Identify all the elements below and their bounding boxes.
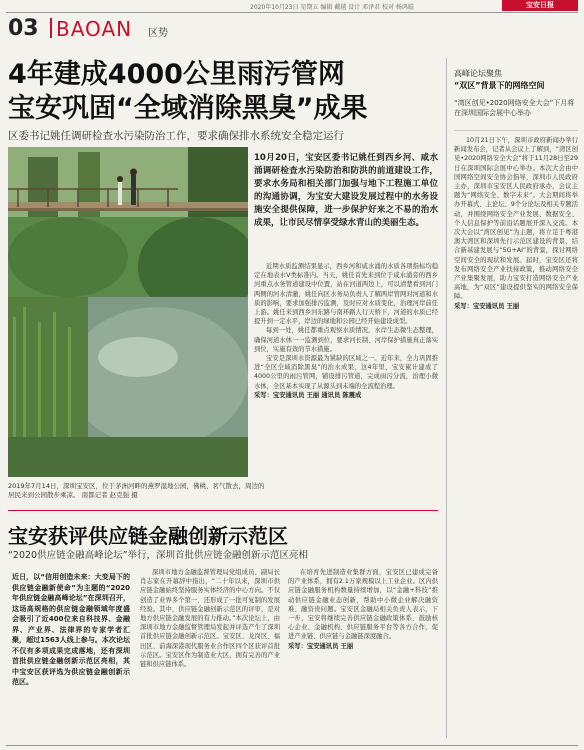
wetland-park-illustration — [8, 147, 248, 477]
story1-photo — [8, 147, 248, 477]
top-divider — [6, 12, 578, 13]
story1-body — [254, 262, 438, 400]
story1-subhead: 区委书记姚任调研检查水污染防治工作，要求确保排水系统安全稳定运行 — [8, 130, 344, 142]
story2-byline: 采写：宝安通讯员 王丽 — [288, 642, 354, 650]
story1-paragraph: 每到一处，姚任都重点观察水质情况，水岸生态微生态整理，确保河道水体一一监测到位，要求河长制、河岸保护措施真正落实到位，实施有效的节水措施。 — [254, 327, 438, 353]
column-divider — [446, 58, 447, 738]
section-subtitle: 区势 — [148, 28, 168, 39]
right-column-byline: 采写：宝安通讯员 王丽 — [454, 302, 520, 310]
story1-byline: 采写：宝安通讯员 王丽 通讯员 陈震成 — [254, 391, 362, 399]
story2-body-col-a — [140, 568, 280, 669]
story2-paragraph: 在培育先进制造业集群方面，宝安区已建成完备的产业体系，拥有2.1万家规模以上工业企业。区内供应链金融服务机构数量持续增加，以“金融+科技”推动供应链金融业态创新，帮助中小微企业解决融资难、融资贵问题。宝安区金融局相关负责人表示，下一步，宝安将继续完善供应链金融政策体系，鼓励核心企业、金融机构、供应链服务平台等各方合作，促进产业链、供应链与金融链深度融合。 — [288, 569, 438, 641]
story2-lead-box: 近日，以“信用创造未来：大变局下的供应链金融新使命”为主题的“2020年供应链金融高峰论坛”在深圳召开，这场高规格的供应链金融领域年度盛会吸引了近400位来自科技界、金融界、产业界、法律界的专家学者汇聚，超过1563人线上参与。本次论坛不仅有多项成果完成落地，还有深圳首批供应链金融创新示范区亮相，其中宝安区获评选为供应链金融创新示范区。 — [12, 573, 130, 686]
section-name: BAOAN — [56, 17, 133, 41]
story1-lead: 10月20日，宝安区委书记姚任到西乡河、咸水涌调研检查水污染防治和防洪的前道建设工作，要求水务局和相关部门加强与地下工程施工单位的沟通协调，为宝安大建设发展过程中的水务设施安全提供保障，进一步保护好来之不易的治水成果，让市民尽情享受绿水青山的美丽生态。 — [254, 153, 438, 228]
story1-paragraph: 近期水质监测结果显示，西乡河和咸水涌的水质各项指标均稳定在地表水V类标准内。当天，姚任首先来到位于咸水涌旁的西乡河重点水务管道建设中位置，站在河道两边上，可以清楚看到河门两侧的河水清澈，姚任向区水务局负责人了解两岸管网对河道和水质的影响，要求加强排污监测，及时应对水质变化，治理河岸前任上游。姚任来到西乡河东路与南环路人行天桥下，河道的水质已经提升到一定水平，岸边的绿地和公园已经开始建设成型。 — [254, 263, 438, 326]
story1-headline — [8, 58, 438, 126]
story-divider — [8, 510, 438, 511]
story1-photo-caption: 2019年7月14日，深圳宝安区，位于茅洲河畔的燕罗湿地公园，佛桃、茗气散去，周边的居民来到公园散步乘凉。 南都记者 赵克强 摄 — [8, 482, 265, 499]
story2-subhead: “2020供应链金融高峰论坛”举行，深圳首批供应链金融创新示范区亮相 — [8, 550, 309, 561]
right-column-divider — [454, 130, 578, 131]
right-column-paragraph: 10月21日下午，深圳市政府新闻办举行新闻发布会，记者从会议上了解到，“湾区创见•2020网络安全大会”将于11月28日至29日在深圳国际会展中心举办。本次大会由中国网络空间安全协会指导，深圳市人民政府主办，深圳市宝安区人民政府承办，会议主题为“网络安全、数字未来”。大会期间将举办开幕式、主论坛、9个分论坛及相关专题活动，并围绕网络安全产业发展、数据安全、个人信息保护等前沿话题展开深入交流。本次大会以“湾区创见”为主题，将立足于粤港澳大湾区和深圳先行示范区建设的背景，结合新基建发展与“5G+AI”的背景，探讨网络空间安全的现状和发展。届时，宝安区还将发布网络安全产业扶持政策，推动网络安全产业集聚发展，助力宝安打造网络安全产业高地，为“双区”建设提供坚实的网络安全保障。 — [454, 137, 578, 301]
bottom-divider — [6, 745, 578, 746]
section-number: 03 — [8, 16, 39, 41]
story1-paragraph: 宝安是深圳水资源最为紧缺的区域之一。近年来，全力巩固推进“全区全域消除黑臭”的治水成果，这4年里，宝安累计建成了4000公里的雨污管网，铺设排污管道，完成雨污分流，治理小微水体，全区基本实现了从源头到末端的全流程治理。 — [254, 355, 438, 390]
right-column-description: “湾区创见•2020网络安全大会”下月将在深圳国际会展中心举办 — [454, 99, 575, 117]
story1-headline-line1: 4年建成4000公里雨污管网 — [8, 59, 345, 90]
section-divider-bar — [50, 18, 52, 38]
right-column-title: 高峰论坛聚焦 — [454, 69, 502, 78]
story2-headline: 宝安获评供应链金融创新示范区 — [8, 524, 288, 548]
masthead-meta: 2020年10月23日 星期五 编辑 戴越 设计 邓泽君 校对 杨鸿聪 — [250, 4, 414, 11]
right-column-body — [454, 136, 578, 311]
story2-body-col-b — [288, 568, 438, 651]
right-column-subtitle: “双区”背景下的网络空间 — [454, 81, 545, 90]
story2-paragraph: 深圳市地方金融监督管理局党组成员、副局长肖志家在开幕辞中指出，“二十年以来，深圳市供应链金融始终坚持服务实体经济的中心方向。不仅创造了业界多个第一，还形成了一批可复制的发展经验。其中，供应链金融创新示范区的评审，是对地方供应链金融发展的有力推动。”本次论坛上，由深圳市地方金融监督管理局发起并评选产生了深圳首批供应链金融创新示范区。宝安区、龙岗区、福田区、前海深港现代服务业合作区四个区获评首批示范区。宝安区作为制造业大区，拥有完善的产业链和供应链体系。 — [140, 569, 280, 669]
story1-headline-line2: 宝安巩固“全域消除黑臭”成果 — [8, 93, 368, 124]
newspaper-logo: 宝安日报 — [502, 0, 578, 11]
